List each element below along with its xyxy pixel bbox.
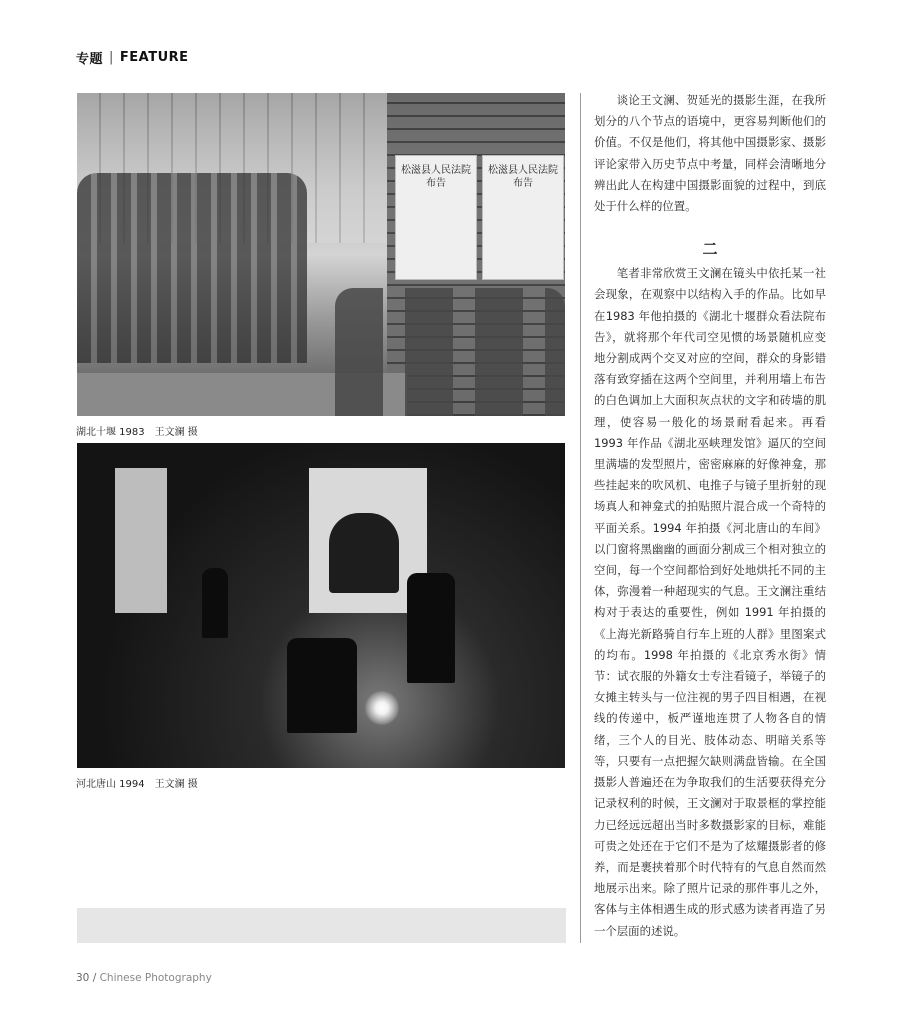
header-separator: | [109,50,114,65]
locomotive [329,513,399,593]
article-body [594,90,826,942]
welder-figure [287,638,357,733]
workers-figures [335,288,565,416]
welding-spark [365,691,399,725]
doorway-left [115,468,167,613]
crowd-figures [77,173,307,363]
court-notice-right: 松滋县人民法院 布告 [482,155,564,280]
column-divider [580,93,581,943]
page-footer [76,972,212,984]
section-label-cn: 专题 [76,52,104,67]
section-number: 二 [702,240,718,259]
photo-caption: 河北唐山 1994 王文澜 摄 [76,779,198,790]
page-number: 30 / [76,972,97,984]
publication-name: Chinese Photography [99,972,212,984]
section-label-en: FEATURE [119,50,189,65]
standing-worker-figure [407,573,455,683]
photo-tangshan-1994 [77,443,565,768]
walking-worker-figure [202,568,228,638]
article-paragraph: 谈论王文澜、贺延光的摄影生涯，在我所划分的八个节点的语境中，更容易判断他们的价值。不仅是他们，将其他中国摄影家、摄影评论家带入历史节点中考量，同样会清晰地分辨出此人在构建中国摄影面貌的过程中，到底处于什么样的位置。 [594,93,826,214]
photo-shiyan-1983 [77,93,565,416]
gray-panel [77,908,566,943]
section-header [76,48,189,67]
photo-caption: 湖北十堰 1983 王文澜 摄 [76,427,198,438]
court-notice-left: 松滋县人民法院 布告 [395,155,477,280]
article-paragraph: 笔者非常欣赏王文澜在镜头中依托某一社会现象，在观察中以结构入手的作品。比如早在1983 年他拍摄的《湖北十堰群众看法院布告》，就将那个年代司空见惯的场景随机应变地分割成两个交叉对应的空间，群众的身影错落有致穿插在这两个空间里，并利用墙上布告的白色调加上大面积灰点状的文字和砖墙的肌理，使容易一般化的场景耐看起来。再看 1993 年作品《湖北巫峡理发馆》逼仄的空间里满墙的发型照片，密密麻麻的好像神龛，那些挂起来的吹风机、电推子与镜子里折射的现场真人和神龛式的拍贴照片混合成一个奇特的平面关系。1994 年拍摄《河北唐山的车间》以门窗将黑幽幽的画面分割成三个相对独立的空间，每一个空间都恰到好处地烘托不同的主体，弥漫着一种超现实的气息。王文澜注重结构对于表达的重要性，例如 1991 年拍摄的《上海光新路骑自行车上班的人群》里图案式的均布。1998 年拍摄的《北京秀水街》情节：试衣服的外籍女士专注看镜子，举镜子的女摊主转头与一位注视的男子四目相遇，在视线的传递中，板严谨地连贯了人物各自的情绪，三个人的目光、肢体动态、明暗关系等等，只要有一点把握欠缺则满盘皆输。在全国摄影人普遍还在为争取我们的生活要获得充分记录权利的时候，王文澜对于取景框的掌控能力已经远远超出当时多数摄影家的目标，难能可贵之处还在于它们不是为了炫耀摄影者的修养，而是裹挟着那个时代特有的气息自然而然地展示出来。除了照片记录的那件事儿之外，客体与主体相遇生成的形式感为读者再造了另一个层面的述说。 [594,266,826,938]
